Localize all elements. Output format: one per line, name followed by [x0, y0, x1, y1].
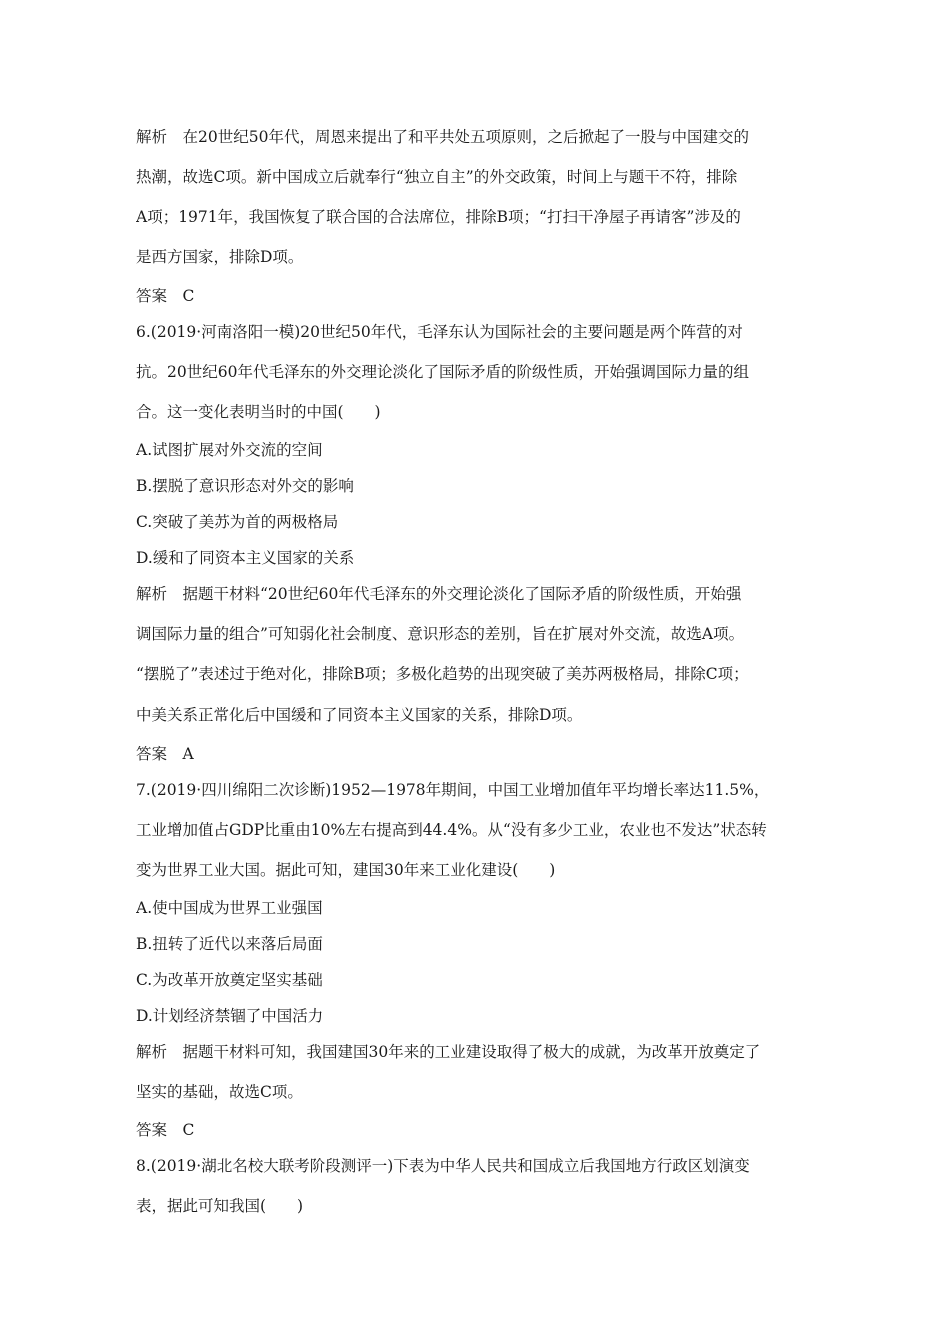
question-7-option-a: A.使中国成为世界工业强国: [136, 899, 323, 917]
question-6-option-c: C.突破了美苏为首的两极格局: [136, 513, 339, 531]
question-7-stem: 工业增加值占GDP比重由10%左右提高到44.4%。从“没有多少工业，农业也不发达”状态转: [136, 821, 767, 839]
question-6-analysis: 中美关系正常化后中国缓和了同资本主义国家的关系，排除D项。: [136, 706, 583, 724]
question-7-option-d: D.计划经济禁锢了中国活力: [136, 1007, 324, 1025]
text-line: A项；1971年，我国恢复了联合国的合法席位，排除B项；“打扫干净屋子再请客”涉及的: [136, 208, 741, 226]
question-7-option-b: B.扭转了近代以来落后局面: [136, 935, 323, 953]
question-6-analysis: “摆脱了”表述过于绝对化，排除B项；多极化趋势的出现突破了美苏两极格局，排除C项；: [136, 665, 749, 683]
question-6-option-d: D.缓和了同资本主义国家的关系: [136, 549, 355, 567]
question-6-stem: 合。这一变化表明当时的中国( ): [136, 403, 381, 421]
question-6-analysis: 调国际力量的组合”可知弱化社会制度、意识形态的差别，旨在扩展对外交流，故选A项。: [136, 625, 745, 643]
question-7-analysis: 解析 据题干材料可知，我国建国30年来的工业建设取得了极大的成就，为改革开放奠定了: [136, 1043, 761, 1061]
question-7-stem: 变为世界工业大国。据此可知，建国30年来工业化建设( ): [136, 861, 556, 879]
question-7-option-c: C.为改革开放奠定坚实基础: [136, 971, 323, 989]
question-7-stem: 7.(2019·四川绵阳二次诊断)1952—1978年期间，中国工业增加值年平均增长率达11.5%，: [136, 781, 770, 799]
answer-line: 答案 C: [136, 1121, 195, 1139]
answer-line: 答案 A: [136, 745, 194, 763]
text-line: 解析 在20世纪50年代，周恩来提出了和平共处五项原则，之后掀起了一股与中国建交的: [136, 128, 749, 146]
question-6-option-b: B.摆脱了意识形态对外交的影响: [136, 477, 354, 495]
text-line: 是西方国家，排除D项。: [136, 248, 304, 266]
question-7-analysis: 坚实的基础，故选C项。: [136, 1083, 303, 1101]
question-6-option-a: A.试图扩展对外交流的空间: [136, 441, 323, 459]
question-6-stem: 6.(2019·河南洛阳一模)20世纪50年代，毛泽东认为国际社会的主要问题是两个阵营的对: [136, 323, 743, 341]
question-8-stem: 8.(2019·湖北名校大联考阶段测评一)下表为中华人民共和国成立后我国地方行政区划演变: [136, 1157, 750, 1175]
text-line: 热潮，故选C项。新中国成立后就奉行“独立自主”的外交政策，时间上与题干不符，排除: [136, 168, 738, 186]
question-6-stem: 抗。20世纪60年代毛泽东的外交理论淡化了国际矛盾的阶级性质，开始强调国际力量的组: [136, 363, 749, 381]
answer-line: 答案 C: [136, 287, 195, 305]
question-8-stem: 表，据此可知我国( ): [136, 1197, 304, 1215]
question-6-analysis: 解析 据题干材料“20世纪60年代毛泽东的外交理论淡化了国际矛盾的阶级性质，开始强: [136, 585, 742, 603]
